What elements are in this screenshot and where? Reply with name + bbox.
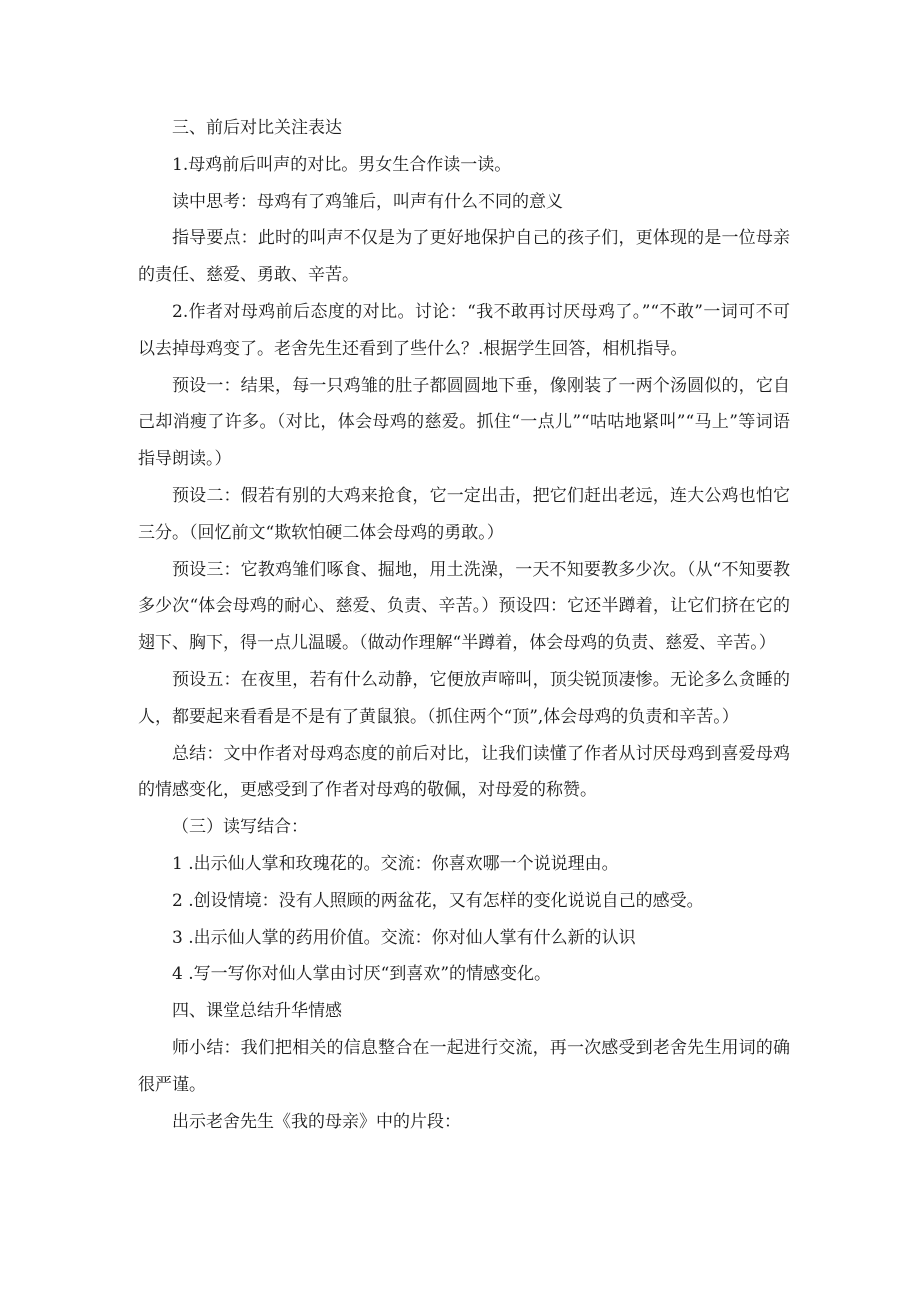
paragraph: 指导要点：此时的叫声不仅是为了更好地保护自己的孩子们，更体现的是一位母亲的责任、慈爱、勇敢、辛苦。 — [138, 228, 790, 286]
section-heading: 四、课堂总结升华情感 — [172, 1001, 342, 1022]
paragraph: 预设一：结果，每一只鸡雏的肚子都圆圆地下垂，像刚装了一两个汤圆似的，它自己却消瘦了许多。（对比，体会母鸡的慈爱。抓住“一点儿”“咕咕地紧叫”“马上”等词语指导朗读。） — [138, 375, 790, 470]
list-item: 1 .出示仙人掌和玫瑰花的。交流：你喜欢哪一个说说理由。 — [172, 853, 619, 874]
paragraph: 总结：文中作者对母鸡态度的前后对比，让我们读懂了作者从讨厌母鸡到喜爱母鸡的情感变化，更感受到了作者对母鸡的敬佩，对母爱的称赞。 — [138, 743, 790, 801]
paragraph: 出示老舍先生《我的母亲》中的片段： — [172, 1111, 461, 1132]
paragraph: 读中思考：母鸡有了鸡雏后，叫声有什么不同的意义 — [172, 191, 563, 212]
paragraph: 2.作者对母鸡前后态度的对比。讨论：“我不敢再讨厌母鸡了。”“不敢”一词可不可以去掉母鸡变了。老舍先生还看到了些什么？.根据学生回答，相机指导。 — [138, 301, 790, 359]
list-item: 3 .出示仙人掌的药用价值。交流：你对仙人掌有什么新的认识 — [172, 927, 636, 948]
paragraph: 预设三：它教鸡雏们啄食、掘地，用土洗澡，一天不知要教多少次。（从“不知要教多少次“体会母鸡的耐心、慈爱、负责、辛苦。）预设四：它还半蹲着，让它们挤在它的翅下、胸下，得一点儿温暖。（做动作理解“半蹲着，体会母鸡的负责、慈爱、辛苦。） — [138, 559, 790, 654]
document-body — [138, 110, 790, 1140]
paragraph: 预设五：在夜里，若有什么动静，它便放声啼叫，顶尖锐顶凄惨。无论多么贪睡的人，都要起来看看是不是有了黄鼠狼。（抓住两个“顶”,体会母鸡的负责和辛苦。） — [138, 669, 790, 727]
section-heading: 三、前后对比关注表达 — [172, 118, 342, 138]
section-heading: （三）读写结合： — [172, 817, 308, 838]
paragraph: 师小结：我们把相关的信息整合在一起进行交流，再一次感受到老舍先生用词的确很严谨。 — [138, 1037, 790, 1095]
paragraph: 1.母鸡前后叫声的对比。男女生合作读一读。 — [172, 154, 512, 175]
list-item: 4 .写一写你对仙人掌由讨厌“到喜欢”的情感变化。 — [172, 964, 552, 985]
list-item: 2 .创设情境：没有人照顾的两盆花，又有怎样的变化说说自己的感受。 — [172, 890, 704, 911]
paragraph: 预设二：假若有别的大鸡来抢食，它一定出击，把它们赶出老远，连大公鸡也怕它三分。（回忆前文“欺软怕硬二体会母鸡的勇敢。） — [138, 485, 790, 543]
